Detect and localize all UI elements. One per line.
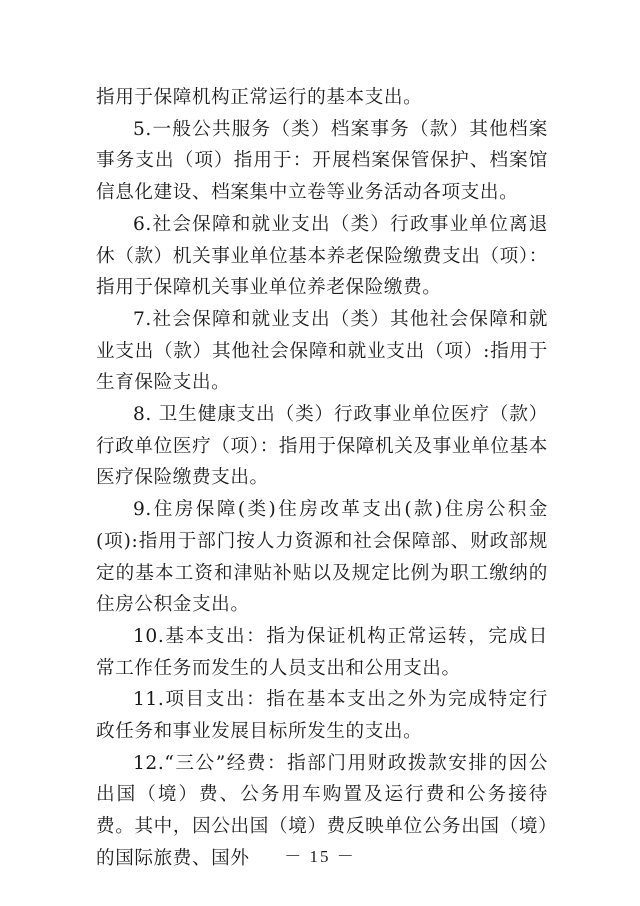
page-number: － 15 － — [284, 847, 356, 866]
paragraph-item-9: 9.住房保障(类)住房改革支出(款)住房公积金(项):指用于部门按人力资源和社会保障部、财政部规定的基本工资和津贴补贴以及规定比例为职工缴纳的住房公积金支出。 — [96, 499, 548, 616]
paragraph-item-5: 5.一般公共服务（类）档案事务（款）其他档案事务支出（项）指用于：开展档案保管保护、档案馆信息化建设、档案集中立卷等业务活动各项支出。 — [96, 118, 548, 204]
paragraph-item-12: 12.“三公”经费：指部门用财政拨款安排的因公出国（境）费、公务用车购置及运行费和公务接待费。其中，因公出国（境）费反映单位公务出国（境）的国际旅费、国外 — [96, 752, 548, 869]
paragraph-item-7: 7.社会保障和就业支出（类）其他社会保障和就业支出（款）其他社会保障和就业支出（项）:指用于生育保险支出。 — [96, 308, 548, 394]
paragraph-item-8: 8. 卫生健康支出（类）行政事业单位医疗（款）行政单位医疗（项）：指用于保障机关及事业单位基本医疗保险缴费支出。 — [96, 404, 548, 489]
paragraph-item-11: 11.项目支出：指在基本支出之外为完成特定行政任务和事业发展目标所发生的支出。 — [96, 689, 548, 743]
paragraph-item-10: 10.基本支出：指为保证机构正常运转，完成日常工作任务而发生的人员支出和公用支出。 — [96, 625, 548, 679]
paragraph-item-6: 6.社会保障和就业支出（类）行政事业单位离退休（款）机关事业单位基本养老保险缴费支出（项）：指用于保障机关事业单位养老保险缴费。 — [96, 213, 548, 299]
document-body — [96, 82, 548, 875]
paragraph-continuation: 指用于保障机构正常运行的基本支出。 — [96, 87, 423, 108]
